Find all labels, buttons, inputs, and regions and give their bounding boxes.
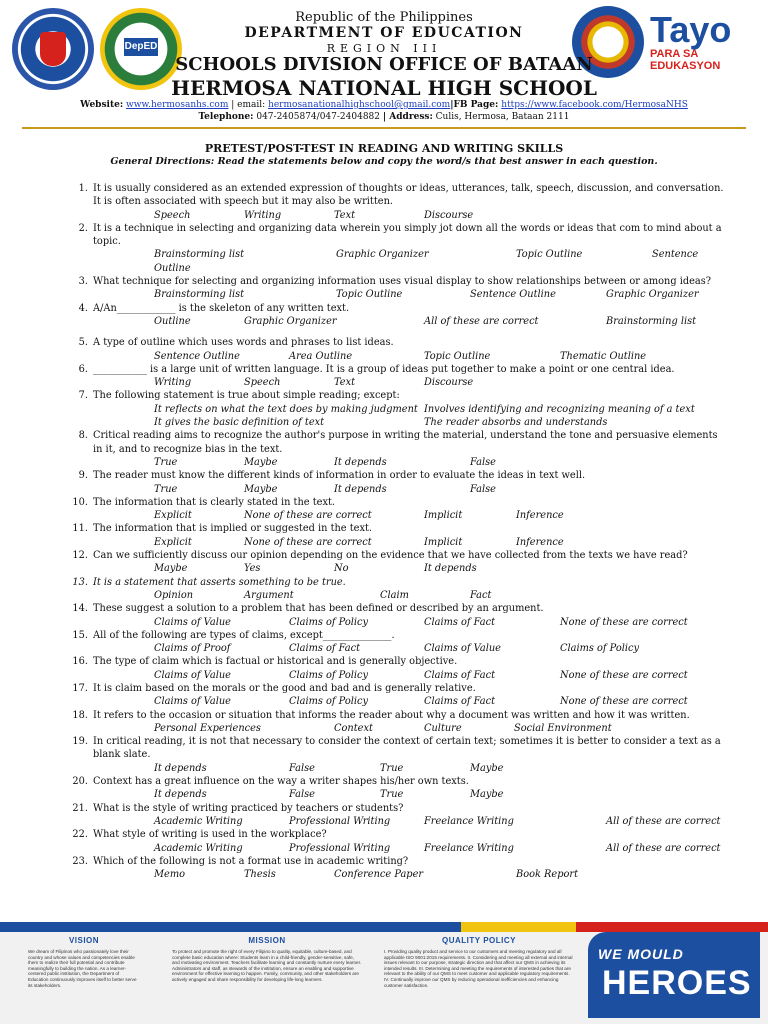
options-23: Memo Thesis Conference Paper Book Report [154,869,579,881]
question-4: 4. A/An____________ is the skeleton of any written text. [78,302,350,314]
department-heading: DEPARTMENT OF EDUCATION [244,25,524,41]
question-2: 2. It is a technique in selecting and organizing data wherein you simply jot down all the words or ideas that com to mind about a topic. [78,222,722,248]
question-15: 15. All of the following are types of claims, except______________. [72,629,395,641]
test-title: PRETEST/POST-TEST IN READING AND WRITING SKILLS [204,142,564,155]
options-11: Explicit None of these are correct Implicit Inference [154,536,564,548]
question-11: 11. The information that is implied or suggested in the text. [72,523,373,535]
question-21: 21. What is the style of writing practiced by teachers or students? [72,802,404,814]
school-name: HERMOSA NATIONAL HIGH SCHOOL [171,76,597,100]
options-6: Writing Speech Text Discourse [154,377,474,389]
options-10: Explicit None of these are correct Implicit Inference [154,510,564,522]
question-list [70,182,730,881]
question-19: 19. In critical reading, it is not that necessary to consider the context of certain text; sometimes it is better to consider a text as a blank slate. [72,736,721,761]
tayo-para-sa-edukasyon-logo: Tayo PARA SA EDUKASYON [650,9,732,72]
we-mould-heroes-banner: WE MOULD HEROES [588,932,760,1018]
facebook-link[interactable]: https://www.facebook.com/HermosaNHS [501,100,688,110]
question-20: 20. Context has a great influence on the way a writer shapes his/her own texts. [72,776,469,788]
email-link[interactable]: hermosanationalhighschool@gmail.com [268,100,451,110]
question-12: 12. Can we sufficiently discuss our opinion depending on the evidence that we have collected from the texts we have read? [72,550,688,562]
question-22: 22. What style of writing is used in the workplace? [72,829,327,841]
options-22: Academic Writing Professional Writing Freelance Writing All of these are correct [154,842,721,854]
options-18: Personal Experiences Context Culture Social Environment [154,722,612,734]
question-10: 10. The information that is clearly stated in the text. [72,496,336,508]
options-8: True Maybe It depends False [154,456,496,468]
general-directions: General Directions: Read the statements below and copy the word/s that best answer in each question. [110,156,658,167]
republic-heading: Republic of the Philippines [295,10,473,25]
website-link[interactable]: www.hermosanhs.com [126,100,229,110]
header-divider [22,127,746,129]
contact-line-phone: Telephone: 047-2405874/047-2404882 | Address: Culis, Hermosa, Bataan 2111 [198,112,570,122]
options-19: It depends False True Maybe [154,762,504,774]
options-13: Opinion Argument Claim Fact [154,589,492,601]
mission-section: MISSION To protect and promote the right of every Filipino to quality, equitable, culture-based, and complete basic education where: Students learn in a child-friendly, gender-sensitive, safe, and motivating environment. Teachers facilitate learning and constantly nurture every learner. Administrators and staff, as stewards of the institution, ensure an enabling and supportive environment for effective learning to happen. Family, community, and other stakeholders are actively engaged and share responsibility for developing life-long learners. [172,936,362,982]
question-8: 8. Critical reading aims to recognize the author's purpose in writing the material, understand the tone and persuasive elements in it, and to recognize bias in the text. [78,430,718,455]
options-7: It reflects on what the text does by making judgment Involves identifying and recognizing meaning of a text [154,403,695,415]
options-14: Claims of Value Claims of Policy Claims of Fact None of these are correct [154,616,688,628]
question-9: 9. The reader must know the different kinds of information in order to evaluate the ideas in text well. [78,470,586,482]
options-9: True Maybe It depends False [154,483,496,495]
options-16: Claims of Value Claims of Policy Claims of Fact None of these are correct [154,669,688,681]
question-17: 17. It is claim based on the morals or the good and bad and is generally relative. [72,682,476,694]
options-3: Brainstorming list Topic Outline Sentence Outline Graphic Organizer [154,289,699,301]
options-2-cont: Outline [154,262,191,274]
options-4: Outline Graphic Organizer All of these are correct Brainstorming list [154,315,697,327]
options-15: Claims of Proof Claims of Fact Claims of Value Claims of Policy [154,643,640,655]
question-16: 16. The type of claim which is factual or historical and is generally objective. [72,656,458,668]
options-2: Brainstorming list Graphic Organizer Topic Outline Sentence [154,249,699,261]
question-1: 1. It is usually considered as an extended expression of thoughts or ideas, utterances, talk, speech, discussion, and conversation. It is often associated with speech but it may also be written. [78,183,724,208]
deped-bataan-logo: DepED [100,8,182,90]
question-23: 23. Which of the following is not a format use in academic writing? [72,855,409,867]
vision-section: VISION We dream of Filipinos who passionately love their country and whose values and competencies enable them to realize their full potential and contribute meaningfully to building the nation. As a learner-centered public institution, the Department of Education continuously improves itself to better serve its stakeholders. [28,936,137,988]
question-3: 3. What technique for selecting and organizing information uses visual display to show relationships between or among ideas? [78,276,712,288]
options-20: It depends False True Maybe [154,789,504,801]
options-17: Claims of Value Claims of Policy Claims of Fact None of these are correct [154,696,688,708]
options-7-cont: It gives the basic definition of text The reader absorbs and understands [154,417,608,429]
options-12: Maybe Yes No It depends [154,563,477,575]
options-21: Academic Writing Professional Writing Freelance Writing All of these are correct [154,815,721,827]
quality-policy-section: QUALITY POLICY I. Providing quality product and service to our customers and meeting regulatory and all applicable ISO 9001:2015 requirements. II. Considering and meeting all external and internal issues relevant to our purpose, strategic direction and that affect our QMS in achieving its intended results. III. Determining and meeting the requirements of interested parties that are relevant to the ability of our QMS to meet customer and applicable regulatory requirements. IV. Continually improve our QMS by reducing operational inefficiencies and enhancing customer satisfaction. [384,936,573,988]
footer-color-band [0,922,768,932]
question-13: 13. It is a statement that asserts something to be true. [72,576,346,588]
question-7: 7. The following statement is true about simple reading; except: [78,390,400,402]
division-heading: SCHOOLS DIVISION OFFICE OF BATAAN [175,54,593,75]
question-5: 5. A type of outline which uses words and phrases to list ideas. [78,337,394,349]
contact-line-web: Website: www.hermosanhs.com | email: hermosanationalhighschool@gmail.com|FB Page: https://www.facebook.com/HermosaNHS [80,100,688,110]
options-5: Sentence Outline Area Outline Topic Outline Thematic Outline [154,350,647,362]
question-14: 14. These suggest a solution to a problem that has been defined or described by an argument. [72,603,544,615]
options-1: Speech Writing Text Discourse [154,209,474,221]
region-heading: REGION III [326,42,442,55]
question-18: 18. It refers to the occasion or situation that informs the reader about why a document was written and how it was written. [72,709,690,721]
question-6: 6. ___________ is a large unit of written language. It is a group of ideas put together to make a point or one central idea. [78,363,675,375]
